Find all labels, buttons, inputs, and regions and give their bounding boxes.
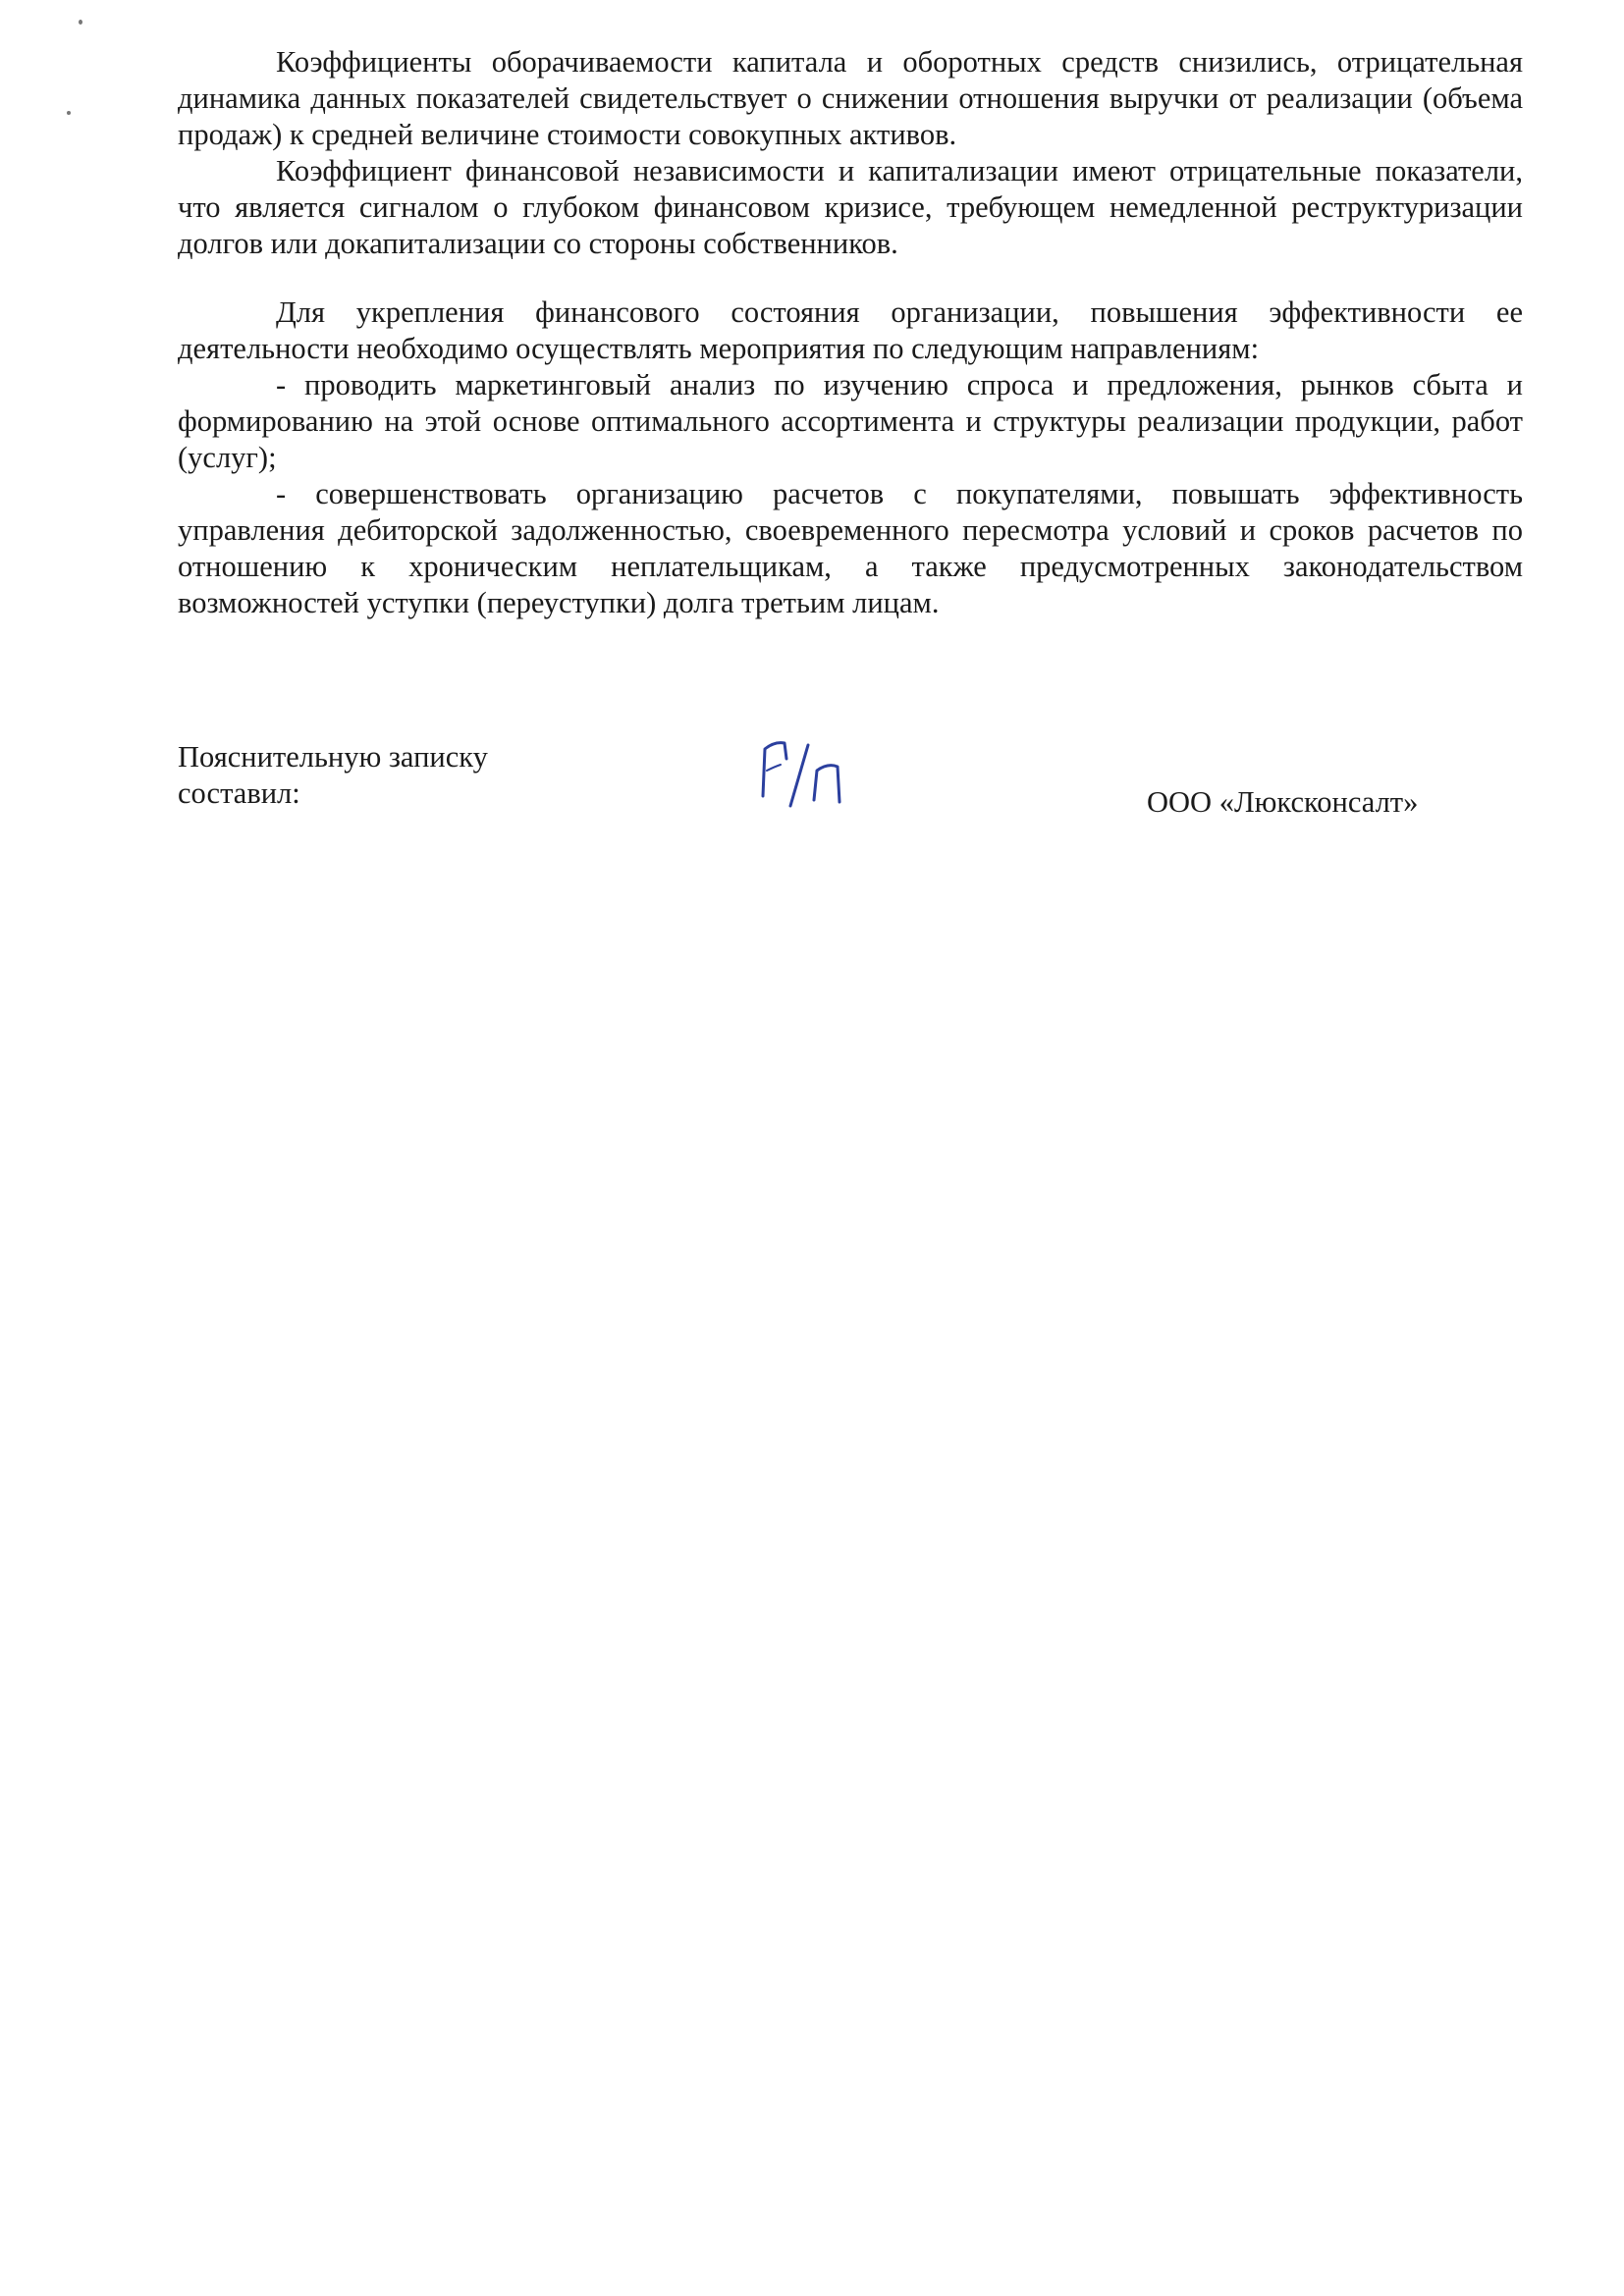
signature-label-line1: Пояснительную записку — [178, 740, 488, 774]
paragraph-recommendations-intro: Для укрепления финансового состояния организации, повышения эффективности ее деятельности необходимо осуществлять мероприятия по следующим направлениям: — [178, 295, 1523, 365]
scan-speck — [67, 111, 71, 115]
paragraph-turnover-ratios: Коэффициенты оборачиваемости капитала и оборотных средств снизились, отрицательная динамика данных показателей свидетельствует о снижении отношения выручки от реализации (объема продаж) к средней величине стоимости совокупных активов. — [178, 45, 1523, 151]
paragraph-recommendation-settlements: - совершенствовать организацию расчетов с покупателями, повышать эффективность управления дебиторской задолженностью, своевременного пересмотра условий и сроков расчетов по отношению к хроническим неплательщикам, а также предусмотренных законодательством возможностей уступки (переуступки) долга третьим лицам. — [178, 477, 1523, 619]
scan-speck — [79, 20, 82, 25]
signature-label-line2: составил: — [178, 776, 300, 810]
paragraph-independence-ratio: Коэффициент финансовой независимости и капитализации имеют отрицательные показатели, что является сигналом о глубоком финансовом кризисе, требующем немедленной реструктуризации долгов или докапитализации со стороны собственников. — [178, 154, 1523, 260]
organization-name: ООО «Люксконсалт» — [1147, 785, 1419, 819]
paragraph-gap — [178, 262, 1523, 294]
handwritten-signature — [751, 731, 859, 810]
document-body — [178, 44, 1523, 621]
paragraph-recommendation-marketing: - проводить маркетинговый анализ по изучению спроса и предложения, рынков сбыта и формированию на этой основе оптимального ассортимента и структуры реализации продукции, работ (услуг); — [178, 368, 1523, 474]
signature-label — [178, 739, 590, 812]
